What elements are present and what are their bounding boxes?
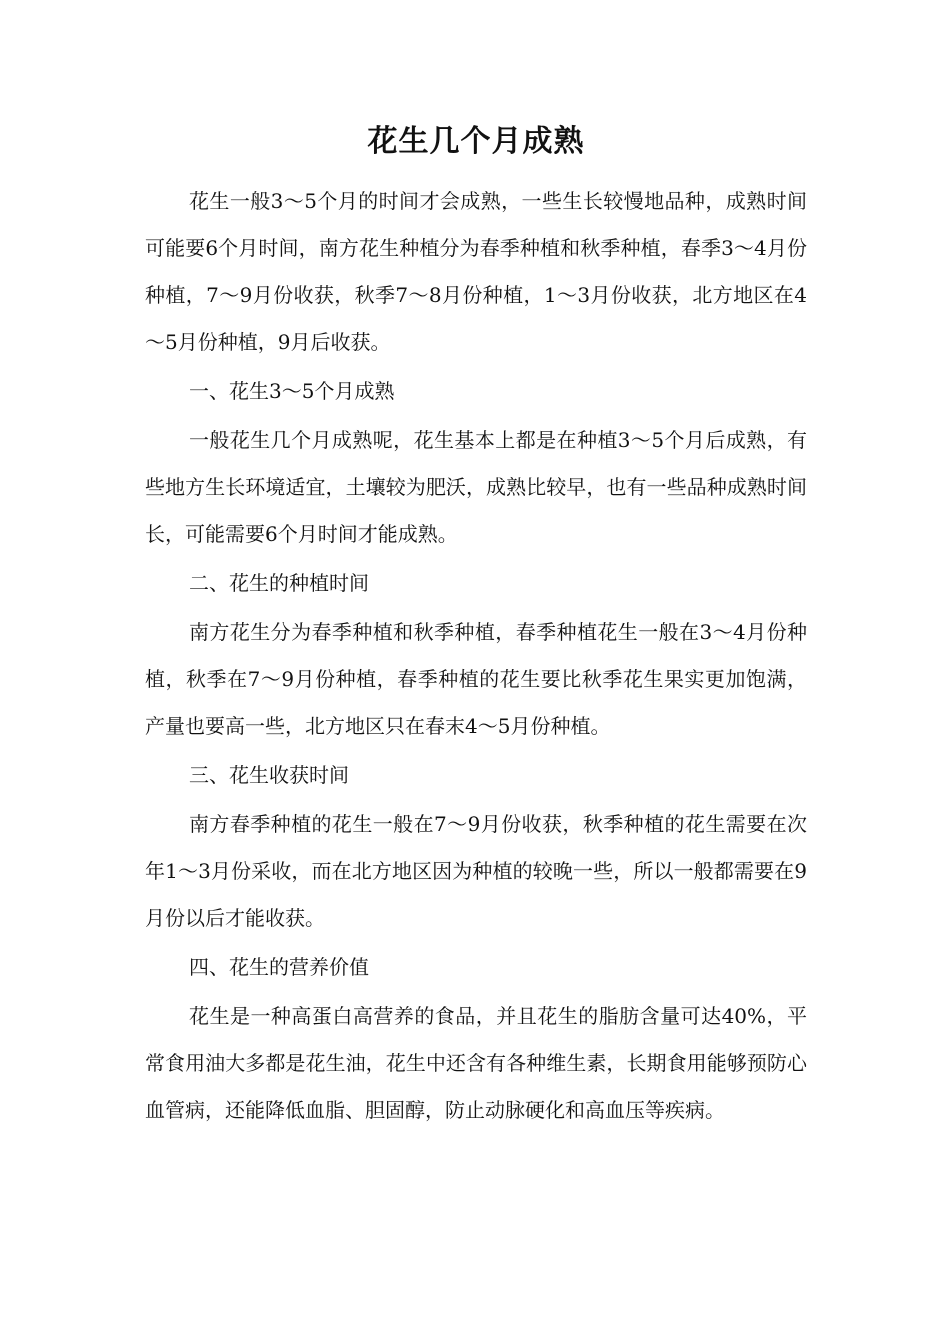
paragraph-intro: 花生一般3～5个月的时间才会成熟，一些生长较慢地品种，成熟时间可能要6个月时间，南方花生种植分为春季种植和秋季种植，春季3～4月份种植，7～9月份收获，秋季7～8月份种植，1～3月份收获，北方地区在4～5月份种植，9月后收获。 [145, 189, 807, 354]
section-heading-3: 三、花生收获时间 [189, 763, 349, 787]
document-body [145, 178, 807, 1136]
section-heading-1: 一、花生3～5个月成熟 [189, 379, 395, 403]
paragraph-section-4: 花生是一种高蛋白高营养的食品，并且花生的脂肪含量可达40%，平常食用油大多都是花生油，花生中还含有各种维生素，长期食用能够预防心血管病，还能降低血脂、胆固醇，防止动脉硬化和高血压等疾病。 [145, 1004, 807, 1122]
paragraph-section-1: 一般花生几个月成熟呢，花生基本上都是在种植3～5个月后成熟，有些地方生长环境适宜，土壤较为肥沃，成熟比较早，也有一些品种成熟时间长，可能需要6个月时间才能成熟。 [145, 428, 807, 546]
paragraph-section-3: 南方春季种植的花生一般在7～9月份收获，秋季种植的花生需要在次年1～3月份采收，而在北方地区因为种植的较晚一些，所以一般都需要在9月份以后才能收获。 [145, 812, 807, 930]
section-heading-2: 二、花生的种植时间 [189, 571, 369, 595]
paragraph-section-2: 南方花生分为春季种植和秋季种植，春季种植花生一般在3～4月份种植，秋季在7～9月份种植，春季种植的花生要比秋季花生果实更加饱满，产量也要高一些，北方地区只在春末4～5月份种植。 [145, 620, 807, 738]
section-heading-4: 四、花生的营养价值 [189, 955, 369, 979]
document-title: 花生几个月成熟 [367, 124, 585, 159]
